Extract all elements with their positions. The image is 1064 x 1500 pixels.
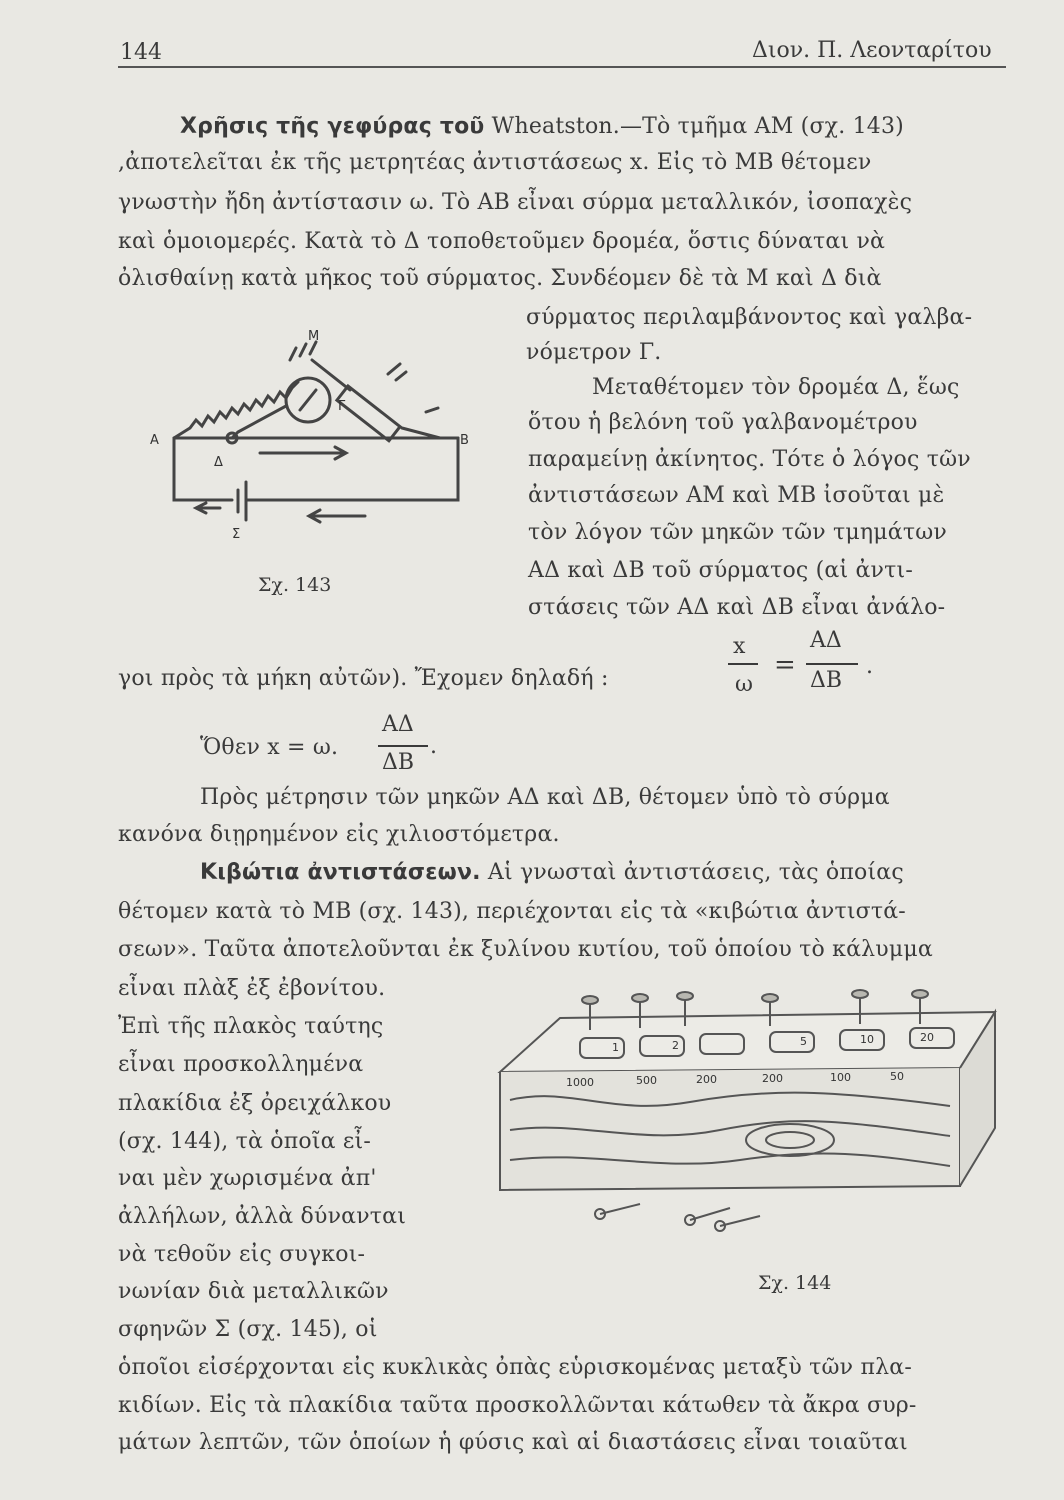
eq2-den: ΔΒ xyxy=(382,750,415,775)
fig144-top-label: 20 xyxy=(920,1031,934,1044)
text-line: γνωστὴν ἤδη ἀντίστασιν ω. Τὸ ΑΒ εἶναι σύρμα μεταλλικόν, ἰσοπαχὲς xyxy=(118,190,913,215)
fig144-bottom-label: 50 xyxy=(890,1070,904,1083)
fig144-bottom-label: 100 xyxy=(830,1071,851,1084)
text-line: Μεταθέτομεν τὸν δρομέα Δ, ἕως xyxy=(592,375,960,400)
fig144-bottom-label: 200 xyxy=(696,1073,717,1086)
figure-144-caption: Σχ. 144 xyxy=(758,1272,832,1294)
text-line: γοι πρὸς τὰ μήκη αὐτῶν). Ἔχομεν δηλαδή : xyxy=(118,666,609,691)
label-M: Μ xyxy=(308,329,320,344)
fig144-top-label: 1 xyxy=(612,1041,619,1054)
text-line: ἀντιστάσεων ΑΜ καὶ ΜΒ ἰσοῦται μὲ xyxy=(528,483,945,508)
section-heading-resistance-boxes: Κιβώτια ἀντιστάσεων. Αἱ γνωσταὶ ἀντιστάσεις, τὰς ὁποίας xyxy=(200,860,904,885)
text-line: κανόνα διῃρημένον εἰς χιλιοστόμετρα. xyxy=(118,822,560,847)
text-line: στάσεις τῶν ΑΔ καὶ ΔΒ εἶναι ἀνάλο- xyxy=(528,595,946,620)
text-line: νὰ τεθοῦν εἰς συγκοι- xyxy=(118,1242,366,1267)
figure-143-caption: Σχ. 143 xyxy=(258,574,332,596)
eq1-num-right: ΑΔ xyxy=(810,628,842,653)
eq2-bar xyxy=(378,745,428,747)
label-G: Γ xyxy=(338,399,346,414)
label-B: Β xyxy=(460,433,469,448)
fig144-bottom-label: 500 xyxy=(636,1074,657,1087)
fig144-top-label: 5 xyxy=(800,1035,807,1048)
text-line: ναι μὲν χωρισμένα ἀπ' xyxy=(118,1166,377,1191)
text-line: θέτομεν κατὰ τὸ ΜΒ (σχ. 143), περιέχονται εἰς τὰ «κιβώτια ἀντιστά- xyxy=(118,899,906,924)
text-line: εἶναι προσκολλημένα xyxy=(118,1052,364,1077)
text-line: παραμείνῃ ἀκίνητος. Τότε ὁ λόγος τῶν xyxy=(528,447,971,472)
section-heading-wheatstone: Χρῆσις τῆς γεφύρας τοῦ Wheatston.—Τὸ τμῆμα ΑΜ (σχ. 143) xyxy=(180,114,904,139)
figure-144-resistance-box xyxy=(490,990,1020,1250)
figure-143-wheatstone-bridge xyxy=(140,320,480,540)
running-title: Διον. Π. Λεονταρίτου xyxy=(752,38,992,63)
label-D: Δ xyxy=(214,455,223,470)
label-S: Σ xyxy=(232,527,241,542)
text-line: μάτων λεπτῶν, τῶν ὁποίων ἡ φύσις καὶ αἱ διαστάσεις εἶναι τοιαῦται xyxy=(118,1430,908,1455)
text-line: (σχ. 144), τὰ ὁποῖα εἶ- xyxy=(118,1129,371,1154)
fig144-bottom-label: 1000 xyxy=(566,1076,594,1089)
text-line: νωνίαν διὰ μεταλλικῶν xyxy=(118,1279,389,1304)
text-line: ἀλλήλων, ἀλλὰ δύνανται xyxy=(118,1204,407,1229)
text-line: νόμετρον Γ. xyxy=(526,340,662,365)
eq1-bar-left xyxy=(728,663,758,665)
eq1-end: . xyxy=(866,654,873,679)
eq2-num: ΑΔ xyxy=(382,712,414,737)
text-line: σφηνῶν Σ (σχ. 145), οἱ xyxy=(118,1317,378,1342)
eq1-den-left: ω xyxy=(735,672,753,697)
eq1-equals: = xyxy=(774,650,796,680)
text-line: σεων». Ταῦτα ἀποτελοῦνται ἐκ ξυλίνου κυτίου, τοῦ ὁποίου τὸ κάλυμμα xyxy=(118,937,933,962)
fig144-top-label: 10 xyxy=(860,1033,874,1046)
fig144-bottom-label: 200 xyxy=(762,1072,783,1085)
header-rule xyxy=(118,66,1006,68)
text-line: Πρὸς μέτρησιν τῶν μηκῶν ΑΔ καὶ ΔΒ, θέτομεν ὑπὸ τὸ σύρμα xyxy=(200,785,890,810)
text-line: ΑΔ καὶ ΔΒ τοῦ σύρματος (αἱ ἀντι- xyxy=(528,558,913,583)
text-line: Ἐπὶ τῆς πλακὸς ταύτης xyxy=(118,1014,384,1039)
text-line: πλακίδια ἐξ ὀρειχάλκου xyxy=(118,1091,392,1116)
text-line: ,ἀποτελεῖται ἐκ τῆς μετρητέας ἀντιστάσεως x. Εἰς τὸ ΜΒ θέτομεν xyxy=(118,150,872,175)
eq1-den-right: ΔΒ xyxy=(810,668,843,693)
fig144-top-label: 2 xyxy=(672,1039,679,1052)
text-line: σύρματος περιλαμβάνοντος καὶ γαλβα- xyxy=(526,305,973,330)
text-line: ὀλισθαίνῃ κατὰ μῆκος τοῦ σύρματος. Συνδέομεν δὲ τὰ Μ καὶ Δ διὰ xyxy=(118,266,882,291)
text-line: καὶ ὁμοιομερές. Κατὰ τὸ Δ τοποθετοῦμεν δρομέα, ὅστις δύναται νὰ xyxy=(118,229,886,254)
label-A: Α xyxy=(150,433,159,448)
eq1-bar-right xyxy=(806,663,858,665)
eq1-num-left: x xyxy=(733,634,746,659)
eq2-prefix: Ὅθεν x = ω. xyxy=(200,735,339,760)
page-number: 144 xyxy=(120,40,162,65)
text-line: τὸν λόγον τῶν μηκῶν τῶν τμημάτων xyxy=(528,520,947,545)
text-line: ὅτου ἡ βελόνη τοῦ γαλβανομέτρου xyxy=(528,410,918,435)
eq2-end: . xyxy=(430,734,437,759)
text-line: εἶναι πλὰξ ἐξ ἐβονίτου. xyxy=(118,976,386,1001)
text-line: ὁποῖοι εἰσέρχονται εἰς κυκλικὰς ὀπὰς εὑρισκομένας μεταξὺ τῶν πλα- xyxy=(118,1355,912,1380)
text-line: κιδίων. Εἰς τὰ πλακίδια ταῦτα προσκολλῶνται κάτωθεν τὰ ἄκρα συρ- xyxy=(118,1393,917,1418)
